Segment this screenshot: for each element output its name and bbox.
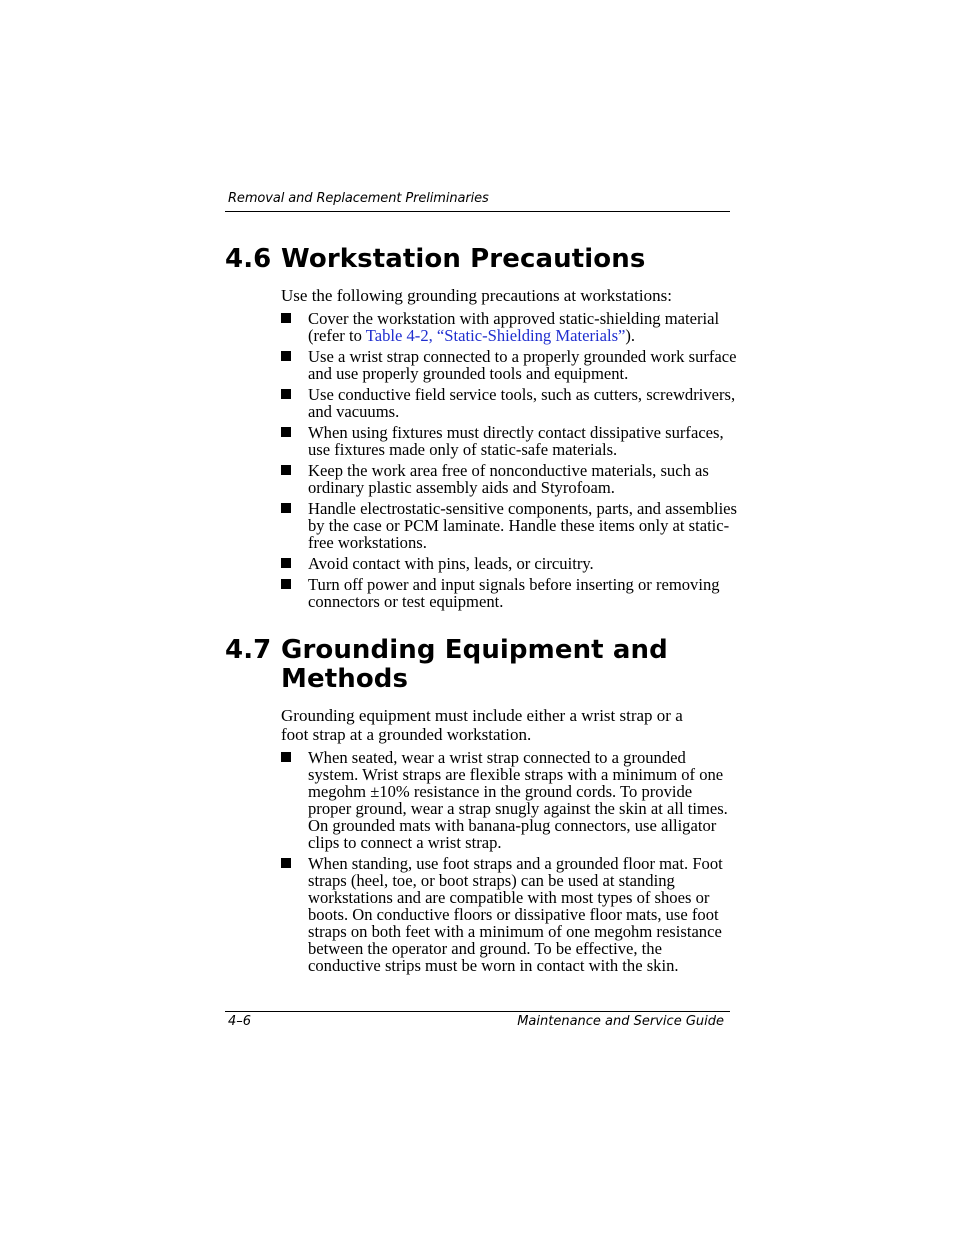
square-bullet-icon xyxy=(281,858,291,868)
list-item-text: When seated, wear a wrist strap connected to a grounded system. Wrist straps are flexible straps with a minimum of one megohm ±10% resistance in the ground cords. To provide proper ground, wear a strap snugly against the skin at all times. On grounded mats with banana-plug connectors, use alligator clips to connect a wrist strap. xyxy=(308,748,728,852)
list-item xyxy=(281,500,741,551)
footer-rule xyxy=(225,1011,730,1012)
list-item-text: When using fixtures must directly contact dissipative surfaces, use fixtures made only of static-safe materials. xyxy=(308,423,724,459)
list-item-text: Avoid contact with pins, leads, or circuitry. xyxy=(308,554,594,573)
guide-title: Maintenance and Service Guide xyxy=(517,1014,724,1029)
grounding-methods-list xyxy=(281,749,741,978)
section-heading-4-6 xyxy=(225,245,701,274)
list-item-text: When standing, use foot straps and a grounded floor mat. Foot straps (heel, toe, or boot straps) can be used at standing workstations and are compatible with most types of shoes or boots. On conductive floors or dissipative floor mats, use foot straps on both feet with a minimum of one megohm resistance between the operator and ground. To be effective, the conductive strips must be worn in contact with the skin. xyxy=(308,854,723,975)
list-item xyxy=(281,348,741,382)
section-title: Grounding Equipment and Methods xyxy=(281,635,668,694)
list-item-text: Use a wrist strap connected to a properly grounded work surface and use properly grounded tools and equipment. xyxy=(308,347,737,383)
square-bullet-icon xyxy=(281,503,291,513)
list-item xyxy=(281,424,741,458)
list-item-text: Keep the work area free of nonconductive materials, such as ordinary plastic assembly aids and Styrofoam. xyxy=(308,461,709,497)
precautions-list xyxy=(281,310,741,614)
list-item xyxy=(281,386,741,420)
list-item-text: Use conductive field service tools, such as cutters, screwdrivers, and vacuums. xyxy=(308,385,736,421)
section-heading-4-7 xyxy=(225,636,701,694)
section-number: 4.7 xyxy=(225,635,272,665)
square-bullet-icon xyxy=(281,313,291,323)
section-intro: Grounding equipment must include either a wrist strap or a foot strap at a grounded workstation. xyxy=(281,706,683,744)
page-number: 4–6 xyxy=(228,1014,252,1029)
list-item-text: Turn off power and input signals before inserting or removing connectors or test equipment. xyxy=(308,575,720,611)
list-item xyxy=(281,855,741,974)
square-bullet-icon xyxy=(281,351,291,361)
section-title: Workstation Precautions xyxy=(281,244,646,274)
running-head: Removal and Replacement Preliminaries xyxy=(228,191,489,206)
square-bullet-icon xyxy=(281,579,291,589)
square-bullet-icon xyxy=(281,427,291,437)
list-item xyxy=(281,462,741,496)
square-bullet-icon xyxy=(281,752,291,762)
list-item xyxy=(281,576,741,610)
list-item xyxy=(281,555,741,572)
header-rule xyxy=(225,211,730,212)
list-item xyxy=(281,310,741,344)
table-cross-reference-link[interactable]: Table 4-2, “Static-Shielding Materials” xyxy=(365,326,626,345)
list-item-text: Handle electrostatic-sensitive components, parts, and assemblies by the case or PCM laminate. Handle these items only at static-free workstations. xyxy=(308,499,738,552)
section-intro: Use the following grounding precautions at workstations: xyxy=(281,286,672,305)
section-number: 4.6 xyxy=(225,244,272,274)
list-item-text: ). xyxy=(625,326,636,345)
list-item xyxy=(281,749,741,851)
list-item-text: Cover the workstation with approved static-shielding material (refer to xyxy=(308,309,720,345)
square-bullet-icon xyxy=(281,558,291,568)
square-bullet-icon xyxy=(281,389,291,399)
square-bullet-icon xyxy=(281,465,291,475)
